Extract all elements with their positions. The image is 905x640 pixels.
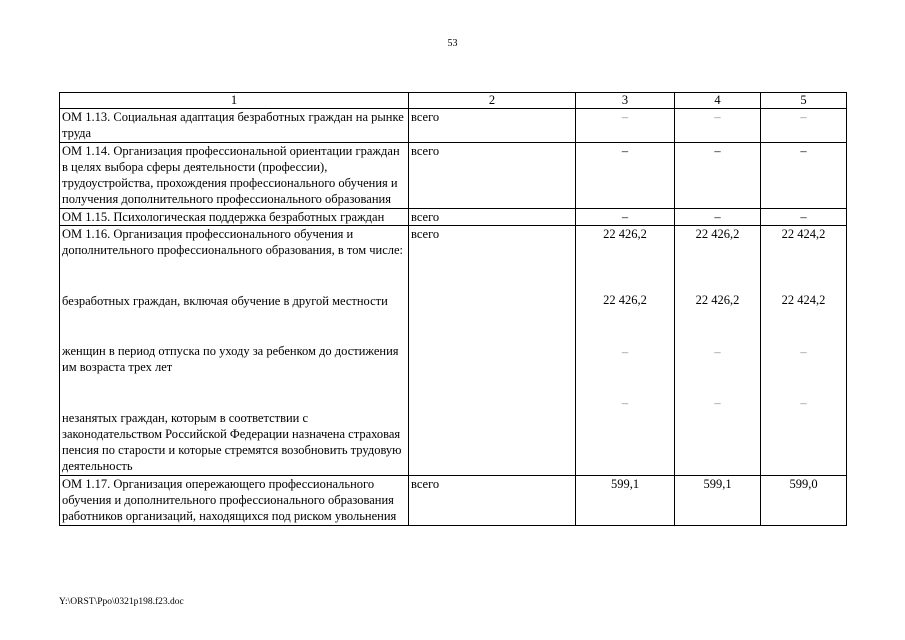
row-type: всего [409, 109, 576, 143]
row-value-5: – [761, 142, 847, 208]
sub-row-value-4: – [714, 344, 721, 359]
table-row [60, 208, 847, 225]
row-name: ОМ 1.14. Организация профессиональной ориентации граждан в целях выбора сферы деятельности (профессии), трудоустройства, прохождения профессионального обучения и получения дополнительного профессионального образования [60, 142, 409, 208]
sub-row-value-3: 22 426,2 [603, 293, 647, 308]
sub-row-name: безработных граждан, включая обучение в другой местности [62, 293, 388, 308]
row-value-4: – [675, 142, 761, 208]
sub-row-value-5: – [800, 344, 807, 359]
row-value-4: 22 426,2 [695, 227, 740, 242]
row-name: ОМ 1.16. Организация профессионального обучения и дополнительного профессионального образования, в том числе: [62, 227, 404, 258]
row-type: всего [409, 475, 576, 525]
page-number: 53 [447, 38, 458, 49]
row-type: всего [409, 208, 576, 225]
row-name: ОМ 1.13. Социальная адаптация безработных граждан на рынке труда [60, 109, 409, 143]
header-cell-1: 1 [60, 93, 409, 109]
row-value-3: – [576, 142, 675, 208]
row-value-4: 599,1 [675, 475, 761, 525]
row-value-3: – [576, 109, 675, 143]
row-value-5: – [761, 109, 847, 143]
row-type: всего [409, 142, 576, 208]
header-cell-3: 3 [576, 93, 675, 109]
header-cell-2: 2 [409, 93, 576, 109]
row-value-3: 599,1 [576, 475, 675, 525]
row-value-5: 22 424,2 [781, 227, 826, 242]
table-row [60, 475, 847, 525]
header-cell-5: 5 [761, 93, 847, 109]
table-row [60, 226, 847, 476]
sub-row-name: женщин в период отпуска по уходу за ребенком до достижения им возраста трех лет [62, 343, 399, 375]
row-value-3-group [576, 226, 675, 476]
sub-row-value-4: – [714, 395, 721, 410]
row-value-4: – [675, 208, 761, 225]
row-value-4-group [675, 226, 761, 476]
sub-row-value-3: – [621, 344, 629, 359]
sub-row-value-3: – [621, 395, 629, 410]
row-value-4: – [675, 109, 761, 143]
row-type: всего [409, 226, 576, 476]
row-value-3: 22 426,2 [603, 227, 647, 242]
sub-row-value-5: – [800, 395, 807, 410]
table-row [60, 109, 847, 143]
row-value-3: – [576, 208, 675, 225]
table-row [60, 142, 847, 208]
row-value-5: – [761, 208, 847, 225]
row-value-5: 599,0 [761, 475, 847, 525]
sub-row-name: незанятых граждан, которым в соответствии с законодательством Российской Федерации назначена страховая пенсия по старости и которые стремятся возобновить трудовую деятельность [62, 410, 402, 474]
row-name-group [60, 226, 409, 476]
row-name: ОМ 1.17. Организация опережающего профессионального обучения и дополнительного профессионального образования работников организаций, находящихся под риском увольнения [60, 475, 409, 525]
file-path: Y:\ORST\Ppo\0321p198.f23.doc [59, 597, 184, 607]
table-header-row [60, 93, 847, 109]
row-name: ОМ 1.15. Психологическая поддержка безработных граждан [60, 208, 409, 225]
row-value-5-group [761, 226, 847, 476]
budget-table [59, 92, 847, 526]
header-cell-4: 4 [675, 93, 761, 109]
sub-row-value-5: 22 424,2 [781, 293, 826, 308]
sub-row-value-4: 22 426,2 [695, 293, 740, 308]
